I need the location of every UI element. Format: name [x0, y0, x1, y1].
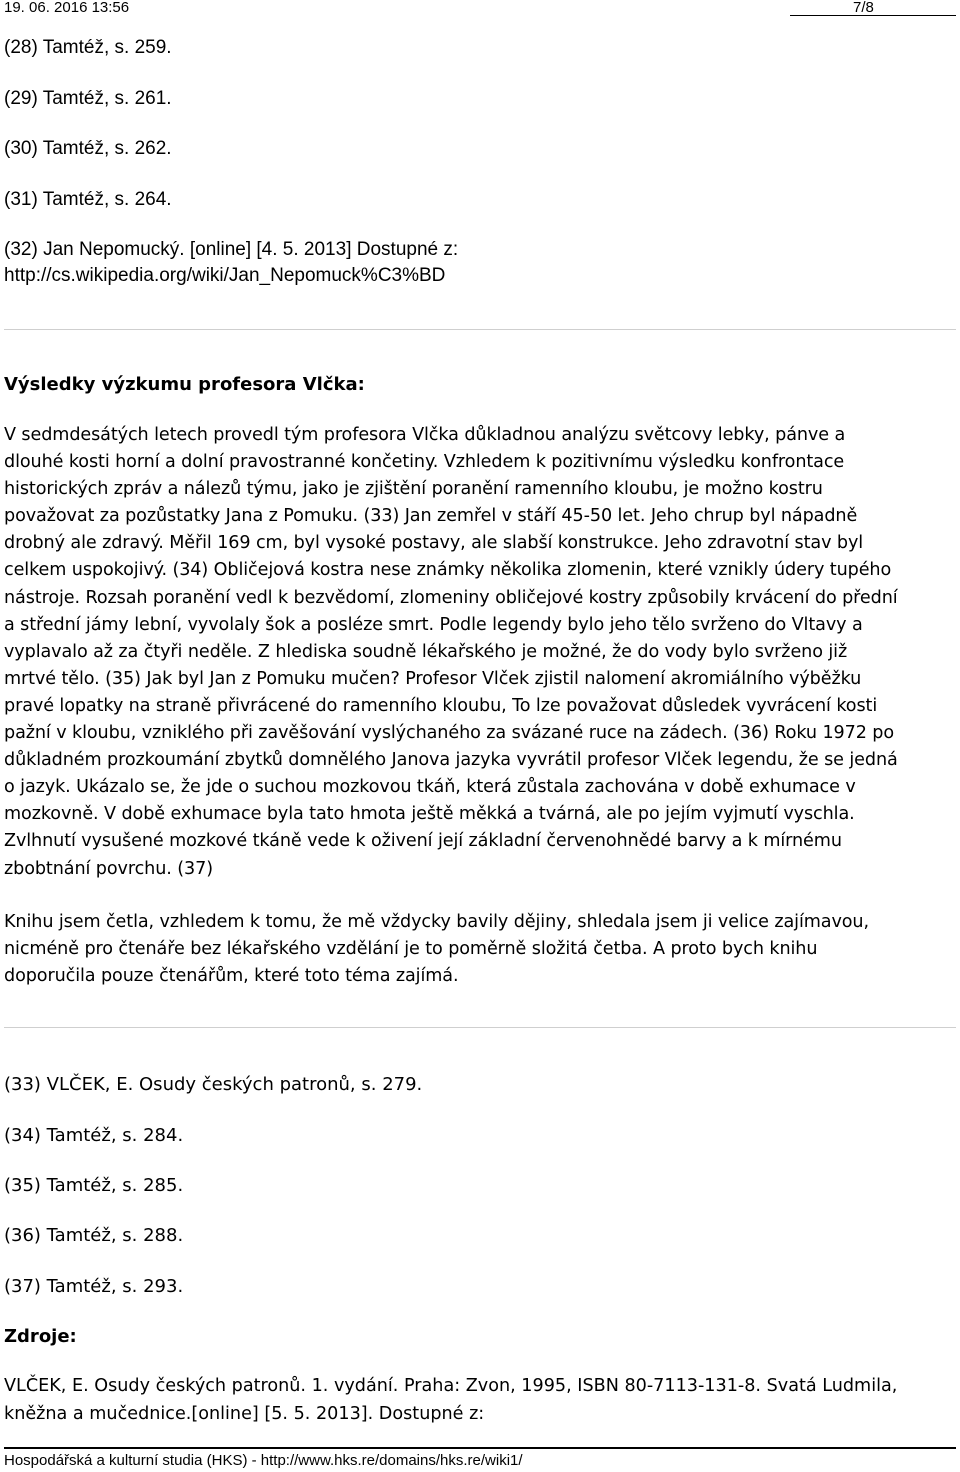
- research-paragraph: [4, 422, 959, 883]
- footnote-33: (33) VLČEK, E. Osudy českých patronů, s. 279.: [4, 1074, 423, 1095]
- paragraph-line: historických zpráv a nálezů týmu, jako je zjištění poranění ramenního kloubu, je možno kostru: [4, 479, 823, 500]
- section-heading: Výsledky výzkumu profesora Vlčka:: [4, 374, 365, 395]
- footnotes-divider: [4, 1027, 956, 1028]
- footnote-32-link[interactable]: http://cs.wikipedia.org/wiki/Jan_Nepomuck%C3%BD: [4, 265, 446, 286]
- paragraph-line: nicméně pro čtenáře bez lékařského vzdělání je to poměrně složitá četba. A proto bych knihu: [4, 939, 818, 960]
- paragraph-line: považovat za pozůstatky Jana z Pomuku. (33) Jan zemřel v stáří 45-50 let. Jeho chrup byl nápadně: [4, 506, 858, 527]
- paragraph-line: Knihu jsem četla, vzhledem k tomu, že mě vždycky bavily dějiny, shledala jsem ji velice zajímavou,: [4, 912, 869, 932]
- paragraph-line: Zvlhnutí vysušené mozkové tkáně vede k oživení její základní červenohnědé barvy a k mírnému: [4, 831, 842, 852]
- paragraph-line: celkem uspokojivý. (34) Obličejová kostra nese známky několika zlomenin, které vznikly údery tupého: [4, 560, 892, 581]
- footer-rule: [4, 1447, 956, 1449]
- paragraph-line: drobný ale zdravý. Měřil 169 cm, byl vysoké postavy, ale slabší konstrukce. Jeho zdravotní stav byl: [4, 533, 864, 554]
- footer-source-url: Hospodářská a kulturní studia (HKS) - http://www.hks.re/domains/hks.re/wiki1/: [4, 1452, 523, 1469]
- footnote-37: (37) Tamtéž, s. 293.: [4, 1276, 184, 1297]
- source-line: VLČEK, E. Osudy českých patronů. 1. vydání. Praha: Zvon, 1995, ISBN 80-7113-131-8. Svatá Ludmila,: [4, 1376, 898, 1396]
- paragraph-line: mozkovně. V době exhumace byla tato hmota ještě měkká a tvárná, ale po jejím vyjmutí vyschla.: [4, 804, 855, 825]
- footnote-36: (36) Tamtéž, s. 288.: [4, 1225, 184, 1246]
- paragraph-line: pravé lopatky na straně přivrácené do ramenního kloubu, To lze považovat důsledek vyvrácení kosti: [4, 695, 878, 716]
- footnote-30: (30) Tamtéž, s. 262.: [4, 138, 172, 159]
- paragraph-line: vyplavalo až za čtyři neděle. Z hlediska soudně lékařského je možné, že do vody bylo svrženo již: [4, 641, 848, 662]
- footnote-32: (32) Jan Nepomucký. [online] [4. 5. 2013] Dostupné z:: [4, 239, 459, 260]
- footnote-31: (31) Tamtéž, s. 264.: [4, 189, 172, 210]
- paragraph-line: dlouhé kosti horní a dolní pravostranné končetiny. Vzhledem k pozitivnímu výsledku konfrontace: [4, 452, 845, 473]
- paragraph-line: V sedmdesátých letech provedl tým profesora Vlčka důkladnou analýzu světcovy lebky, pánve a: [4, 425, 846, 445]
- footnote-35: (35) Tamtéž, s. 285.: [4, 1175, 184, 1196]
- paragraph-line: zbobtnání povrchu. (37): [4, 858, 213, 879]
- print-datetime: 19. 06. 2016 13:56: [4, 0, 130, 16]
- sources-heading: Zdroje:: [4, 1326, 77, 1347]
- paragraph-line: nástroje. Rozsah poranění vedl k bezvědomí, zlomeniny obličejové kostry způsobily krvácení do přední: [4, 587, 898, 608]
- section-divider: [4, 329, 956, 330]
- paragraph-line: pažní v kloubu, vzniklého při zavěšování vyslýchaného za svázané ruce na zádech. (36) Roku 1972 po: [4, 723, 895, 744]
- source-line: kněžna a mučednice.[online] [5. 5. 2013]. Dostupné z:: [4, 1403, 485, 1424]
- sources-text: [4, 1373, 959, 1428]
- header-rule: [790, 15, 956, 16]
- footnote-29: (29) Tamtéž, s. 261.: [4, 88, 172, 109]
- paragraph-line: o jazyk. Ukázalo se, že jde o suchou mozkovou tkáň, která zůstala zachována v době exhumace v: [4, 777, 856, 798]
- paragraph-line: a střední jámy lební, vyvolaly šok a posléze smrt. Podle legendy bylo jeho tělo svrženo do Vltavy a: [4, 614, 863, 635]
- review-paragraph: [4, 909, 959, 990]
- footnote-34: (34) Tamtéž, s. 284.: [4, 1125, 184, 1146]
- paragraph-line: mrtvé tělo. (35) Jak byl Jan z Pomuku mučen? Profesor Vlček zjistil nalomení akromiálního výběžku: [4, 668, 862, 689]
- paragraph-line: doporučila pouze čtenářům, které toto téma zajímá.: [4, 966, 459, 987]
- page-number: 7/8: [853, 0, 874, 16]
- paragraph-line: důkladném prozkoumání zbytků domnělého Janova jazyka vyvrátil profesor Vlček legendu, že se jedná: [4, 750, 898, 771]
- footnote-28: (28) Tamtéž, s. 259.: [4, 37, 172, 58]
